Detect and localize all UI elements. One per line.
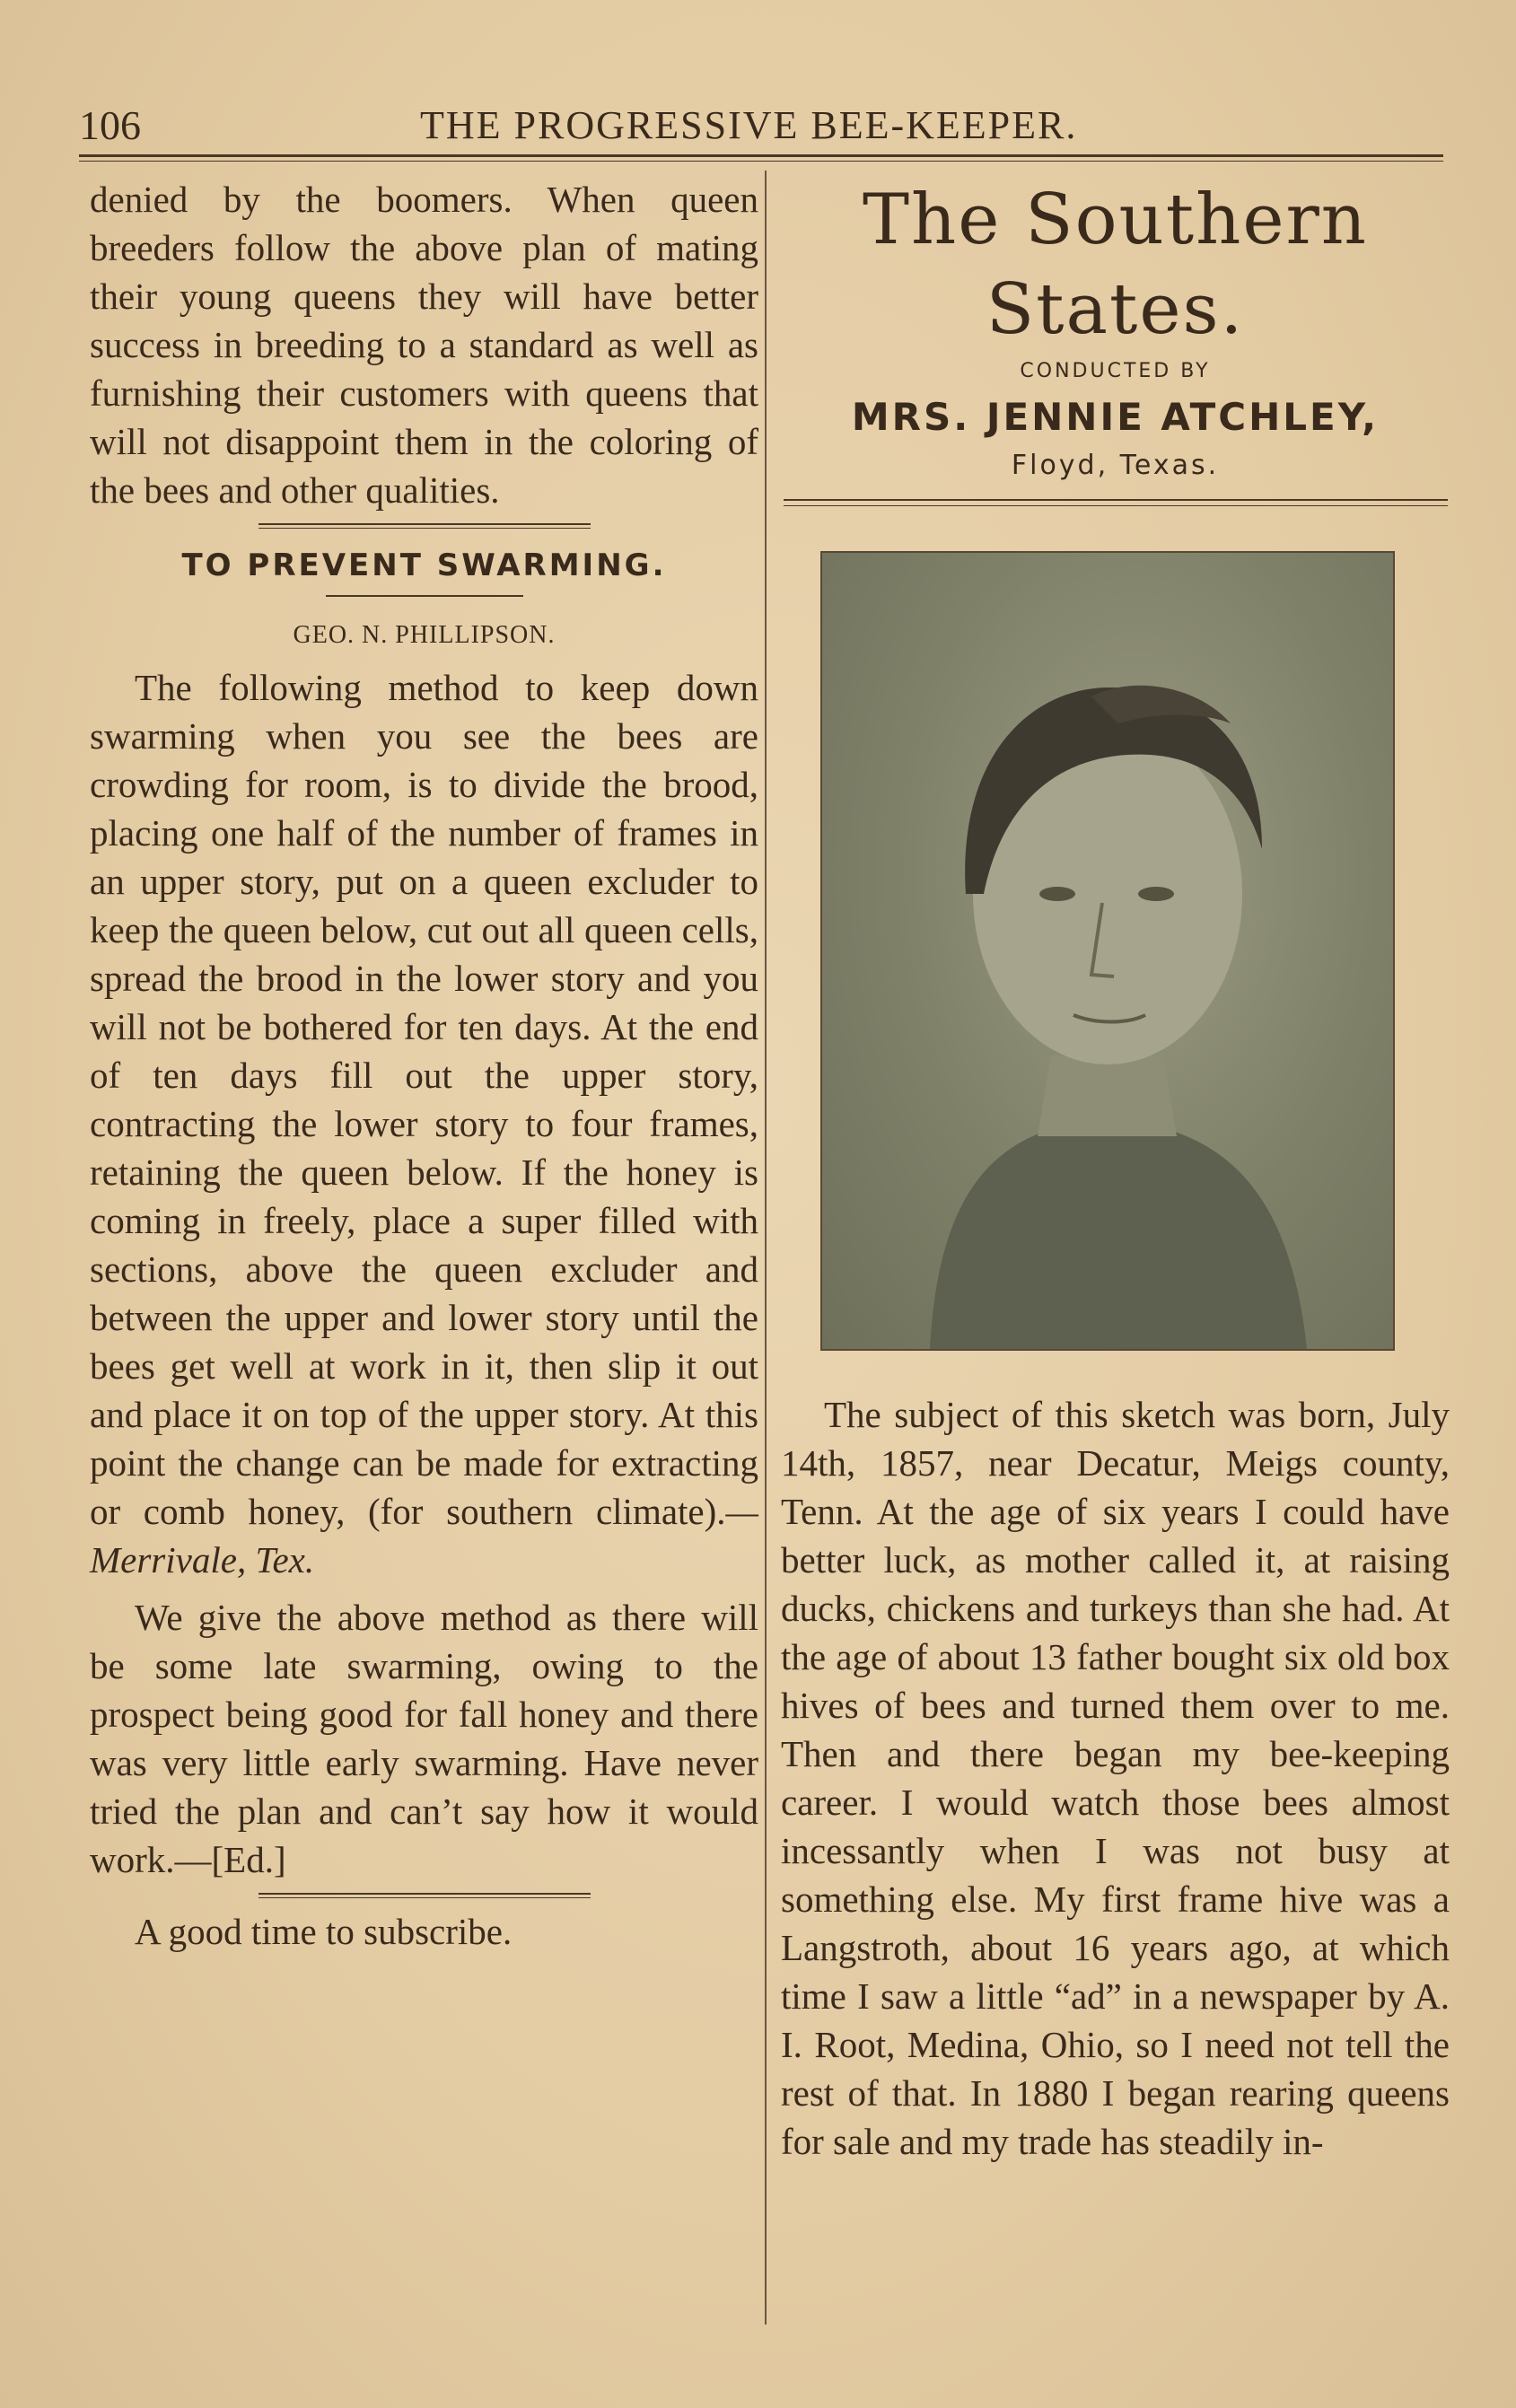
portrait-photo xyxy=(820,551,1395,1351)
closing-divider xyxy=(259,1893,591,1898)
continued-paragraph: denied by the boomers. When queen breeders follow the above plan of mating their young queens they will have better success in breeding to a standard as well as furnishing their customers with queens that will not disappoint them in the coloring of the bees and other qualities. xyxy=(90,179,758,511)
section-divider xyxy=(259,523,591,529)
article-title: TO PREVENT SWARMING. xyxy=(181,547,667,583)
editor-note: We give the above method as there will be some late swarming, owing to the prospect being good for fall honey and there was very little early swarming. Have never tried the plan and can’t say how it would work.—[Ed.] xyxy=(90,1597,758,1880)
left-column xyxy=(90,175,758,1956)
article-author: GEO. N. PHILLIPSON. xyxy=(293,621,556,649)
page-number: 106 xyxy=(79,102,141,148)
department-author: MRS. JENNIE ATCHLEY, xyxy=(851,395,1380,439)
right-column xyxy=(781,175,1450,2166)
department-rule xyxy=(784,499,1448,506)
closing-line: A good time to subscribe. xyxy=(135,1911,513,1952)
article-source: —Merrivale, Tex. xyxy=(90,1491,758,1581)
title-rule xyxy=(326,595,523,597)
article-body-text: The following method to keep down swarming when you see the bees are crowding for room, is to divide the brood, placing one half of the number of frames in an upper story, put on a queen excluder to keep the queen below, cut out all queen cells, spread the brood in the lower story and you will not be bothered for ten days. At the end of ten days fill out the upper story, contracting the lower story to four frames, retaining the queen below. If the honey is coming in freely, place a super filled with sections, above the queen excluder and between the upper and lower story until the bees get well at work in it, then slip it out and place it on top of the upper story. At this point the change can be made for extracting or comb honey, (for southern climate). xyxy=(90,667,758,1532)
journal-title: THE PROGRESSIVE BEE-KEEPER. xyxy=(420,103,1078,147)
column-divider xyxy=(765,171,767,2325)
biography-paragraph: The subject of this sketch was born, July 14th, 1857, near Decatur, Meigs county, Tenn. At the age of six years I could have better luck, as mother called it, at raising ducks, chickens and turkeys than she had. At the age of about 13 father bought six old box hives of bees and turned them over to me. Then and there began my bee-keeping career. I would watch those bees almost incessantly when I was not busy at something else. My first frame hive was a Langstroth, about 16 years ago, at which time I saw a little “ad” in a newspaper by A. I. Root, Medina, Ohio, so I need not tell the rest of that. In 1880 I began rearing queens for sale and my trade has steadily in- xyxy=(781,1394,1450,2162)
author-location: Floyd, Texas. xyxy=(1011,450,1220,481)
page-header xyxy=(79,99,1443,153)
article-body xyxy=(90,663,758,1584)
biography-text xyxy=(781,1390,1450,2166)
department-title: The Southern States. xyxy=(862,180,1369,350)
portrait-illustration xyxy=(822,553,1393,1349)
header-rule xyxy=(79,154,1443,162)
conducted-by-label: CONDUCTED BY xyxy=(1020,360,1211,382)
